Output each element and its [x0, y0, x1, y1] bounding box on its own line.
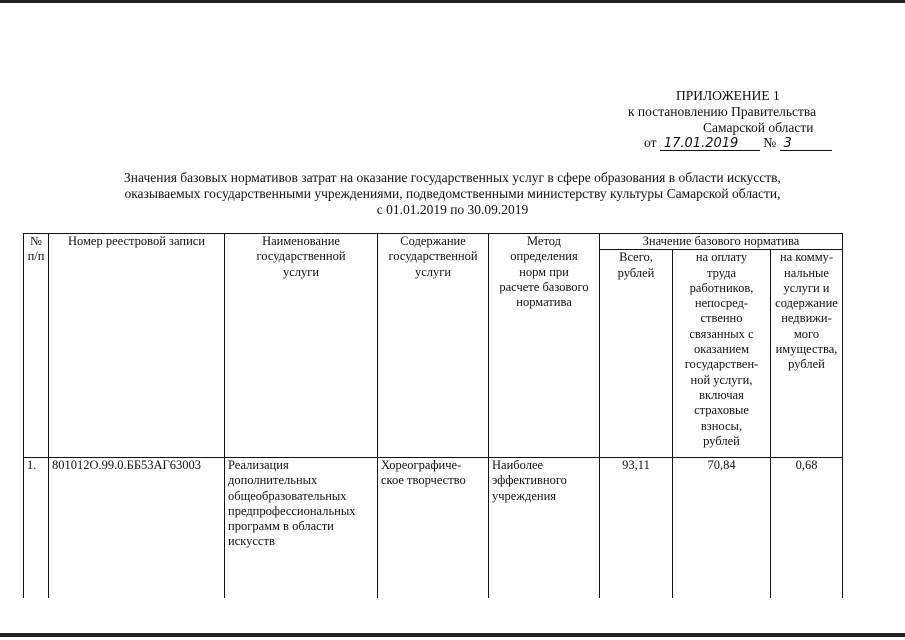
row-total: 93,11 — [600, 458, 673, 598]
appendix-region-line: Самарской области — [703, 120, 814, 135]
header-content: Содержание государственной услуги — [378, 234, 489, 458]
top-border-line — [0, 0, 905, 3]
row-labor: 70,84 — [673, 458, 771, 598]
heading-line-1: Значения базовых нормативов затрат на оказание государственных услуг в сфере образования в области искусств, — [124, 170, 781, 185]
handwritten-number: 3 — [780, 137, 832, 151]
appendix-reference-line: к постановлению Правительства — [628, 104, 817, 119]
document-heading — [40, 170, 865, 218]
header-num: № п/п — [24, 234, 49, 458]
row-content: Хореографиче- ское творчество — [378, 458, 489, 598]
header-labor: на оплату труда работников, непосред- ственно связанных с оказанием государствен- ной услуги, включая страховые взносы, рублей — [673, 250, 771, 458]
number-prefix: № — [763, 135, 777, 150]
table-row — [24, 458, 843, 598]
row-method: Наиболее эффективного учреждения — [489, 458, 600, 598]
heading-line-2: оказываемых государственными учреждениями, подведомственными министерству культуры Самарской области, — [124, 186, 781, 201]
header-total: Всего, рублей — [600, 250, 673, 458]
row-service-name: Реализация дополнительных общеобразовательных предпрофессиональных программ в области искусств — [225, 458, 378, 598]
header-value-group: Значение базового норматива — [600, 234, 843, 250]
header-registry: Номер реестровой записи — [49, 234, 225, 458]
header-service-name: Наименование государственной услуги — [225, 234, 378, 458]
appendix-date-line — [644, 135, 832, 151]
norms-table — [23, 233, 843, 598]
heading-line-3: с 01.01.2019 по 30.09.2019 — [376, 202, 529, 217]
row-registry: 801012О.99.0.ББ53АГ63003 — [49, 458, 225, 598]
row-utilities: 0,68 — [771, 458, 843, 598]
header-method: Метод определения норм при расчете базового норматива — [489, 234, 600, 458]
bottom-border-line — [0, 633, 905, 637]
row-num: 1. — [24, 458, 49, 598]
handwritten-date: 17.01.2019 — [660, 137, 760, 151]
date-prefix: от — [644, 135, 657, 150]
appendix-title: ПРИЛОЖЕНИЕ 1 — [676, 88, 780, 103]
header-utilities: на комму- нальные услуги и содержание недвижи- мого имущества, рублей — [771, 250, 843, 458]
